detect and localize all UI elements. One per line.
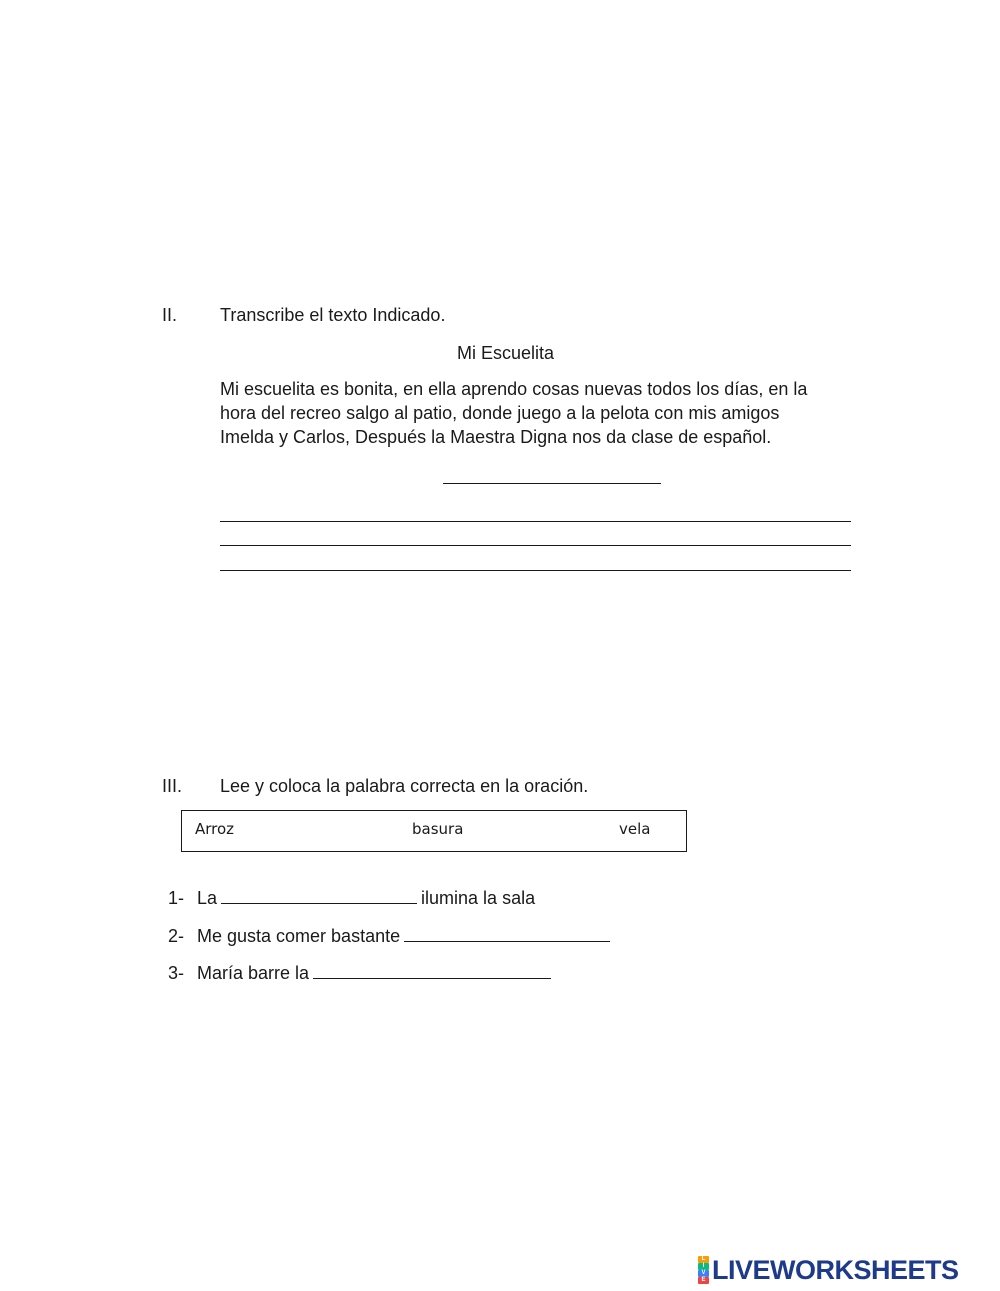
item-number: 3- [168, 963, 185, 983]
item-number: 2- [168, 926, 185, 946]
sentence-text-after: ilumina la sala [421, 888, 536, 908]
logo-tile: L [698, 1256, 709, 1263]
word-bank-item: vela [619, 820, 651, 838]
source-paragraph [220, 377, 868, 449]
answer-blank-3[interactable] [313, 960, 551, 979]
text-title: Mi Escuelita [457, 343, 555, 363]
paragraph-line: Imelda y Carlos, Después la Maestra Digna nos da clase de español. [220, 427, 772, 447]
logo-tile: I [698, 1263, 709, 1270]
logo-text: LIVEWORKSHEETS [712, 1254, 959, 1285]
answer-blank-1[interactable] [221, 885, 417, 904]
logo-tiles-icon [698, 1256, 709, 1284]
sentence-item-2 [168, 923, 614, 948]
section-2-instruction: Transcribe el texto Indicado. [220, 305, 446, 325]
logo-tile: E [698, 1277, 709, 1284]
title-answer-line[interactable] [443, 483, 661, 484]
paragraph-line: Mi escuelita es bonita, en ella aprendo cosas nuevas todos los días, en la [220, 379, 808, 399]
section-2-numeral: II. [162, 305, 178, 325]
word-bank-item: basura [412, 820, 464, 838]
transcription-line-3[interactable] [220, 570, 851, 571]
transcription-line-1[interactable] [220, 521, 851, 522]
word-bank [181, 810, 687, 852]
logo-tile: V [698, 1270, 709, 1277]
section-3-instruction: Lee y coloca la palabra correcta en la oración. [220, 776, 589, 796]
sentence-text-before: Me gusta comer bastante [197, 926, 401, 946]
sentence-text-before: María barre la [197, 963, 310, 983]
sentence-item-3 [168, 960, 555, 985]
transcription-line-2[interactable] [220, 545, 851, 546]
paragraph-line: hora del recreo salgo al patio, donde juego a la pelota con mis amigos [220, 403, 780, 423]
item-number: 1- [168, 888, 185, 908]
section-3-numeral: III. [162, 776, 183, 796]
word-bank-item: Arroz [195, 820, 235, 838]
liveworksheets-logo [698, 1255, 959, 1285]
answer-blank-2[interactable] [404, 923, 610, 942]
sentence-text-before: La [197, 888, 218, 908]
sentence-item-1 [168, 885, 535, 910]
